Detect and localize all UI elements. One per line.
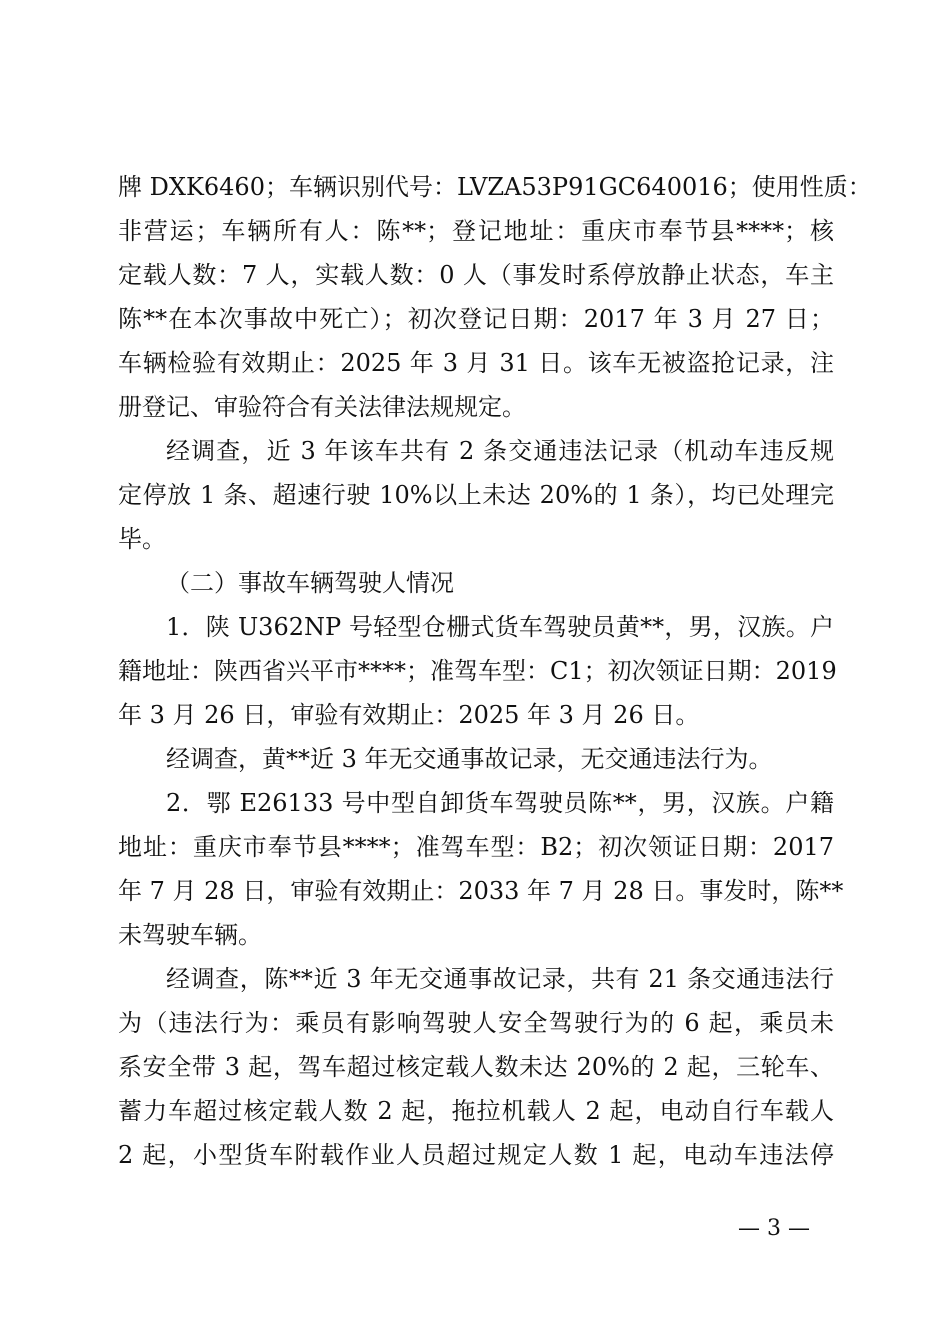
text-line: 车辆检验有效期止：2025 年 3 月 31 日。该车无被盗抢记录，注 (118, 349, 834, 377)
text-line: 年 7 月 28 日，审验有效期止：2033 年 7 月 28 日。事发时，陈** (118, 877, 844, 905)
page-number: — 3 — (738, 1216, 810, 1241)
text-line: 非营运；车辆所有人：陈**；登记地址：重庆市奉节县****；核 (118, 217, 834, 245)
paragraph-start-line: 1．陕 U362NP 号轻型仓栅式货车驾驶员黄**，男，汉族。户 (166, 613, 834, 641)
text-line: 定载人数：7 人，实载人数：0 人（事发时系停放静止状态，车主 (118, 261, 834, 289)
text-line: 定停放 1 条、超速行驶 10%以上未达 20%的 1 条），均已处理完 (118, 481, 834, 509)
paragraph-start-line: 经调查，陈**近 3 年无交通事故记录，共有 21 条交通违法行 (166, 965, 834, 993)
paragraph-start-line: 经调查，近 3 年该车共有 2 条交通违法记录（机动车违反规 (166, 437, 834, 465)
text-line: 牌 DXK6460；车辆识别代号：LVZA53P91GC640016；使用性质： (118, 173, 872, 201)
text-line: 陈**在本次事故中死亡）；初次登记日期：2017 年 3 月 27 日； (118, 305, 834, 333)
text-line: 未驾驶车辆。 (118, 921, 262, 949)
section-heading: （二）事故车辆驾驶人情况 (166, 569, 454, 597)
text-line: 年 3 月 26 日，审验有效期止：2025 年 3 月 26 日。 (118, 701, 700, 729)
paragraph-start-line: 2．鄂 E26133 号中型自卸货车驾驶员陈**，男，汉族。户籍 (166, 789, 834, 817)
text-line: 册登记、审验符合有关法律法规规定。 (118, 393, 526, 421)
text-line: 籍地址：陕西省兴平市****；准驾车型：C1；初次领证日期：2019 (118, 657, 837, 685)
paragraph-start-line: 经调查，黄**近 3 年无交通事故记录，无交通违法行为。 (166, 745, 773, 773)
text-line: 毕。 (118, 525, 166, 553)
text-line: 地址：重庆市奉节县****；准驾车型：B2；初次领证日期：2017 (118, 833, 834, 861)
text-line: 系安全带 3 起，驾车超过核定载人数未达 20%的 2 起，三轮车、 (118, 1053, 834, 1081)
text-line: 为（违法行为：乘员有影响驾驶人安全驾驶行为的 6 起，乘员未 (118, 1009, 834, 1037)
text-line: 蓄力车超过核定载人数 2 起，拖拉机载人 2 起，电动自行车载人 (118, 1097, 834, 1125)
text-line: 2 起，小型货车附载作业人员超过规定人数 1 起，电动车违法停 (118, 1141, 834, 1169)
